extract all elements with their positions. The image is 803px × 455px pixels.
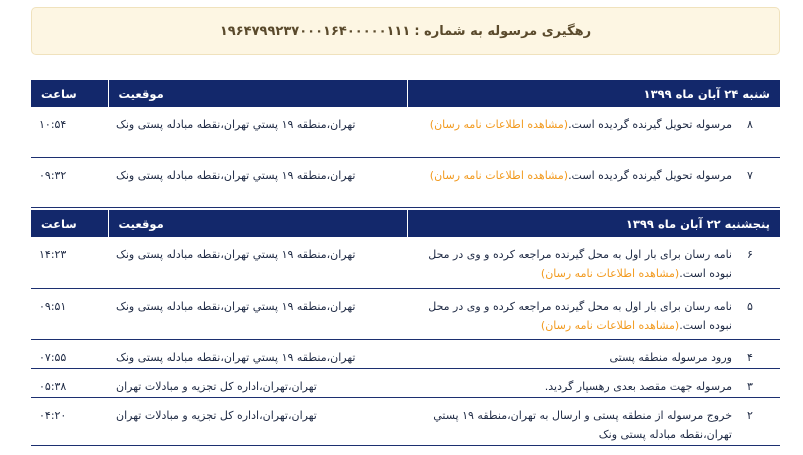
event-location: تهران،منطقه ۱۹ پستي تهران،نقطه مبادله پستی ونک — [108, 157, 407, 207]
event-location: تهران،منطقه ۱۹ پستي تهران،نقطه مبادله پستی ونک — [108, 107, 407, 157]
event-number: ۵ — [747, 299, 753, 313]
event-time: ۰۷:۵۵ — [31, 339, 108, 368]
view-courier-info-link[interactable]: (مشاهده اطلاعات نامه رسان) — [429, 118, 569, 131]
view-courier-info-link[interactable]: (مشاهده اطلاعات نامه رسان) — [429, 168, 569, 182]
event-number: ۲ — [747, 408, 753, 422]
event-number: ۴ — [747, 350, 753, 364]
tracking-number: ۱۹۶۴۷۹۹۲۳۷۰۰۰۱۶۴۰۰۰۰۰۱۱۱ — [219, 23, 411, 39]
event-number: ۷ — [747, 168, 753, 182]
event-location: تهران،منطقه ۱۹ پستي تهران،نقطه مبادله پستی ونک — [108, 288, 407, 339]
event-number: ۳ — [747, 379, 753, 393]
event-location: تهران،تهران،اداره کل تجزیه و مبادلات تهران — [108, 397, 407, 445]
table-row — [31, 339, 780, 368]
day-date: شنبه ۲۴ آبان ماه ۱۳۹۹ — [407, 80, 780, 107]
view-courier-info-link[interactable]: (مشاهده اطلاعات نامه رسان) — [540, 267, 680, 280]
day-date: پنجشنبه ۲۲ آبان ماه ۱۳۹۹ — [407, 210, 780, 237]
event-time: ۰۴:۲۰ — [31, 397, 108, 445]
event-description: مرسوله جهت مقصد بعدی رهسپار گردید. — [544, 379, 732, 393]
event-number: ۶ — [747, 248, 753, 261]
event-time: ۰۵:۳۸ — [31, 368, 108, 397]
day-header — [31, 210, 780, 237]
table-row — [31, 157, 780, 207]
event-description: نامه رسان برای بار اول به محل گیرنده مراجعه کرده و وی در محل نبوده است. — [428, 248, 732, 280]
event-description: ورود مرسوله منطقه پستی — [609, 350, 732, 364]
day-table-1 — [31, 80, 780, 208]
table-row — [31, 237, 780, 288]
day-table-2 — [31, 210, 780, 446]
day-header — [31, 80, 780, 107]
view-courier-info-link[interactable]: (مشاهده اطلاعات نامه رسان) — [540, 318, 680, 332]
location-header: موقعیت — [108, 80, 407, 107]
event-location: تهران،منطقه ۱۹ پستي تهران،نقطه مبادله پستی ونک — [108, 237, 407, 288]
table-row — [31, 288, 780, 339]
event-location: تهران،منطقه ۱۹ پستي تهران،نقطه مبادله پستی ونک — [108, 339, 407, 368]
location-header: موقعیت — [108, 210, 407, 237]
tracking-title: رهگیری مرسوله به شماره : — [414, 23, 592, 39]
event-time: ۰۹:۳۲ — [31, 157, 108, 207]
time-header: ساعت — [31, 80, 108, 107]
event-description: خروج مرسوله از منطقه پستی و ارسال به تهران،منطقه ۱۹ پستي تهران،نقطه مبادله پستی ونک — [433, 408, 732, 441]
event-time: ۰۹:۵۱ — [31, 288, 108, 339]
tracking-banner — [31, 7, 780, 55]
event-description: مرسوله تحویل گیرنده گردیده است. — [568, 118, 732, 131]
event-description: نامه رسان برای بار اول به محل گیرنده مراجعه کرده و وی در محل نبوده است. — [428, 299, 732, 332]
table-row — [31, 368, 780, 397]
event-number: ۸ — [747, 118, 753, 131]
table-row — [31, 107, 780, 157]
time-header: ساعت — [31, 210, 108, 237]
table-row — [31, 397, 780, 445]
event-time: ۱۰:۵۴ — [31, 107, 108, 157]
event-location: تهران،تهران،اداره کل تجزیه و مبادلات تهران — [108, 368, 407, 397]
event-time: ۱۴:۲۳ — [31, 237, 108, 288]
event-description: مرسوله تحویل گیرنده گردیده است. — [568, 168, 732, 182]
